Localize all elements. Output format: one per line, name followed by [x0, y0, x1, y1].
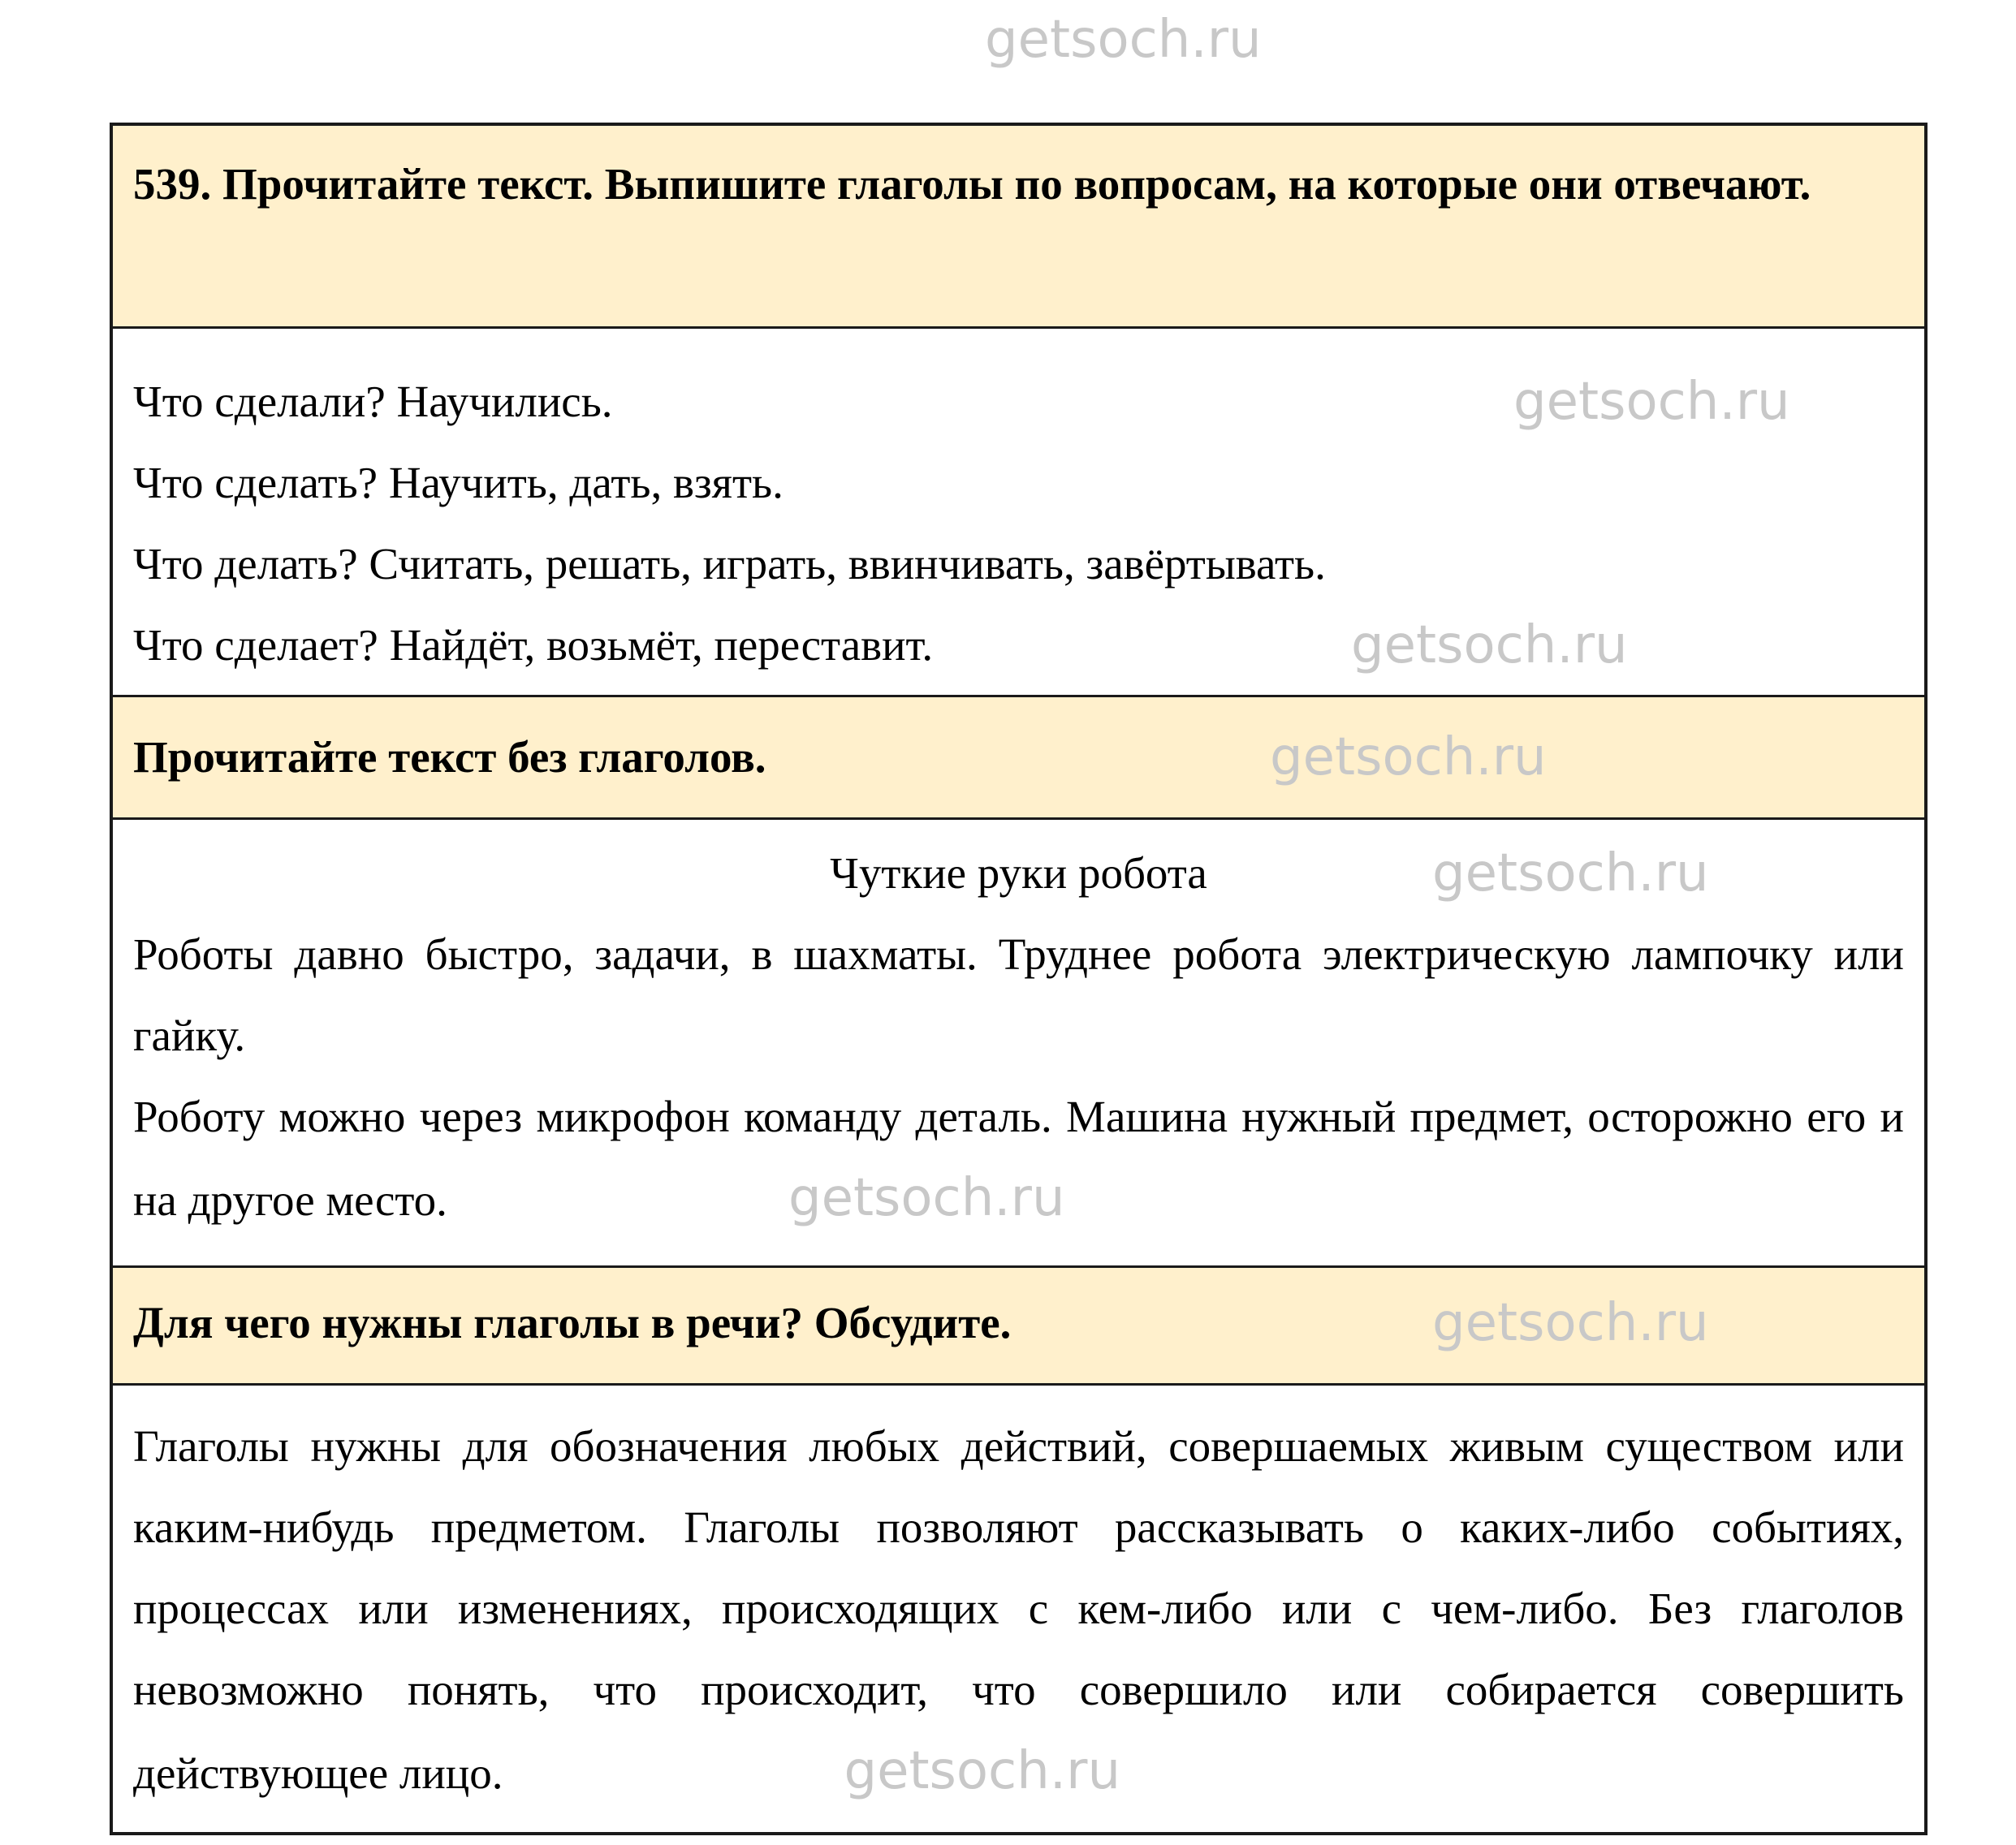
paragraph-wrap [133, 1076, 1904, 1241]
watermark: getsoch.ru [844, 1741, 1121, 1801]
section3-answer: Глаголы нужны для обозначения любых действий, совершаемых живым существом или каким-нибудь предметом. Глаголы позволяют рассказывать о каких-либо событиях, процессах или изменениях, происходящих с кем-либо или с чем-либо. Без глаголов невозможно понять, что происходит, что совершило или собирается совершить действующее лицо. [133, 1421, 1904, 1798]
watermark: getsoch.ru [985, 10, 1262, 70]
answer-line: Что сделать? Научить, дать, взять. [133, 458, 784, 507]
section2-header [113, 695, 1924, 817]
section3-title: Для чего нужны глаголы в речи? Обсудите. [133, 1298, 1012, 1347]
section3-header [113, 1265, 1924, 1383]
watermark: getsoch.ru [1513, 372, 1790, 432]
section3-answer-wrap [133, 1406, 1904, 1814]
watermark: getsoch.ru [1432, 843, 1709, 903]
section2-body [113, 817, 1924, 1265]
section2-title: Прочитайте текст без глаголов. [133, 732, 766, 782]
paragraph: Роботу можно через микрофон команду деталь. Машина нужный предмет, осторожно его и на другое место. [133, 1092, 1904, 1225]
section3-title-wrap [133, 1282, 1904, 1364]
answer-line: Что сделает? Найдёт, возьмёт, переставит. [133, 620, 934, 670]
text-title: Чуткие руки робота [830, 848, 1207, 898]
watermark: getsoch.ru [1270, 727, 1547, 787]
task-header [113, 126, 1924, 326]
section2-title-wrap [133, 717, 1904, 798]
paragraph: Роботы давно быстро, задачи, в шахматы. Труднее робота электрическую лампочку или гайку. [133, 929, 1904, 1060]
watermark: getsoch.ru [1432, 1293, 1709, 1353]
answer-line: Что делать? Считать, решать, играть, ввинчивать, завёртывать. [133, 539, 1326, 588]
task-title: 539. Прочитайте текст. Выпишите глаголы по вопросам, на которые они отвечают. [133, 159, 1811, 209]
section3-body [113, 1383, 1924, 1832]
text-title-wrap [133, 833, 1904, 914]
answer-line-wrap [133, 605, 1904, 686]
exercise-table [110, 123, 1928, 1835]
answer-line-wrap [133, 361, 1904, 442]
answer-line: Что сделали? Научились. [133, 377, 613, 426]
watermark: getsoch.ru [1351, 615, 1628, 675]
task-answer [113, 326, 1924, 695]
watermark: getsoch.ru [788, 1168, 1065, 1228]
